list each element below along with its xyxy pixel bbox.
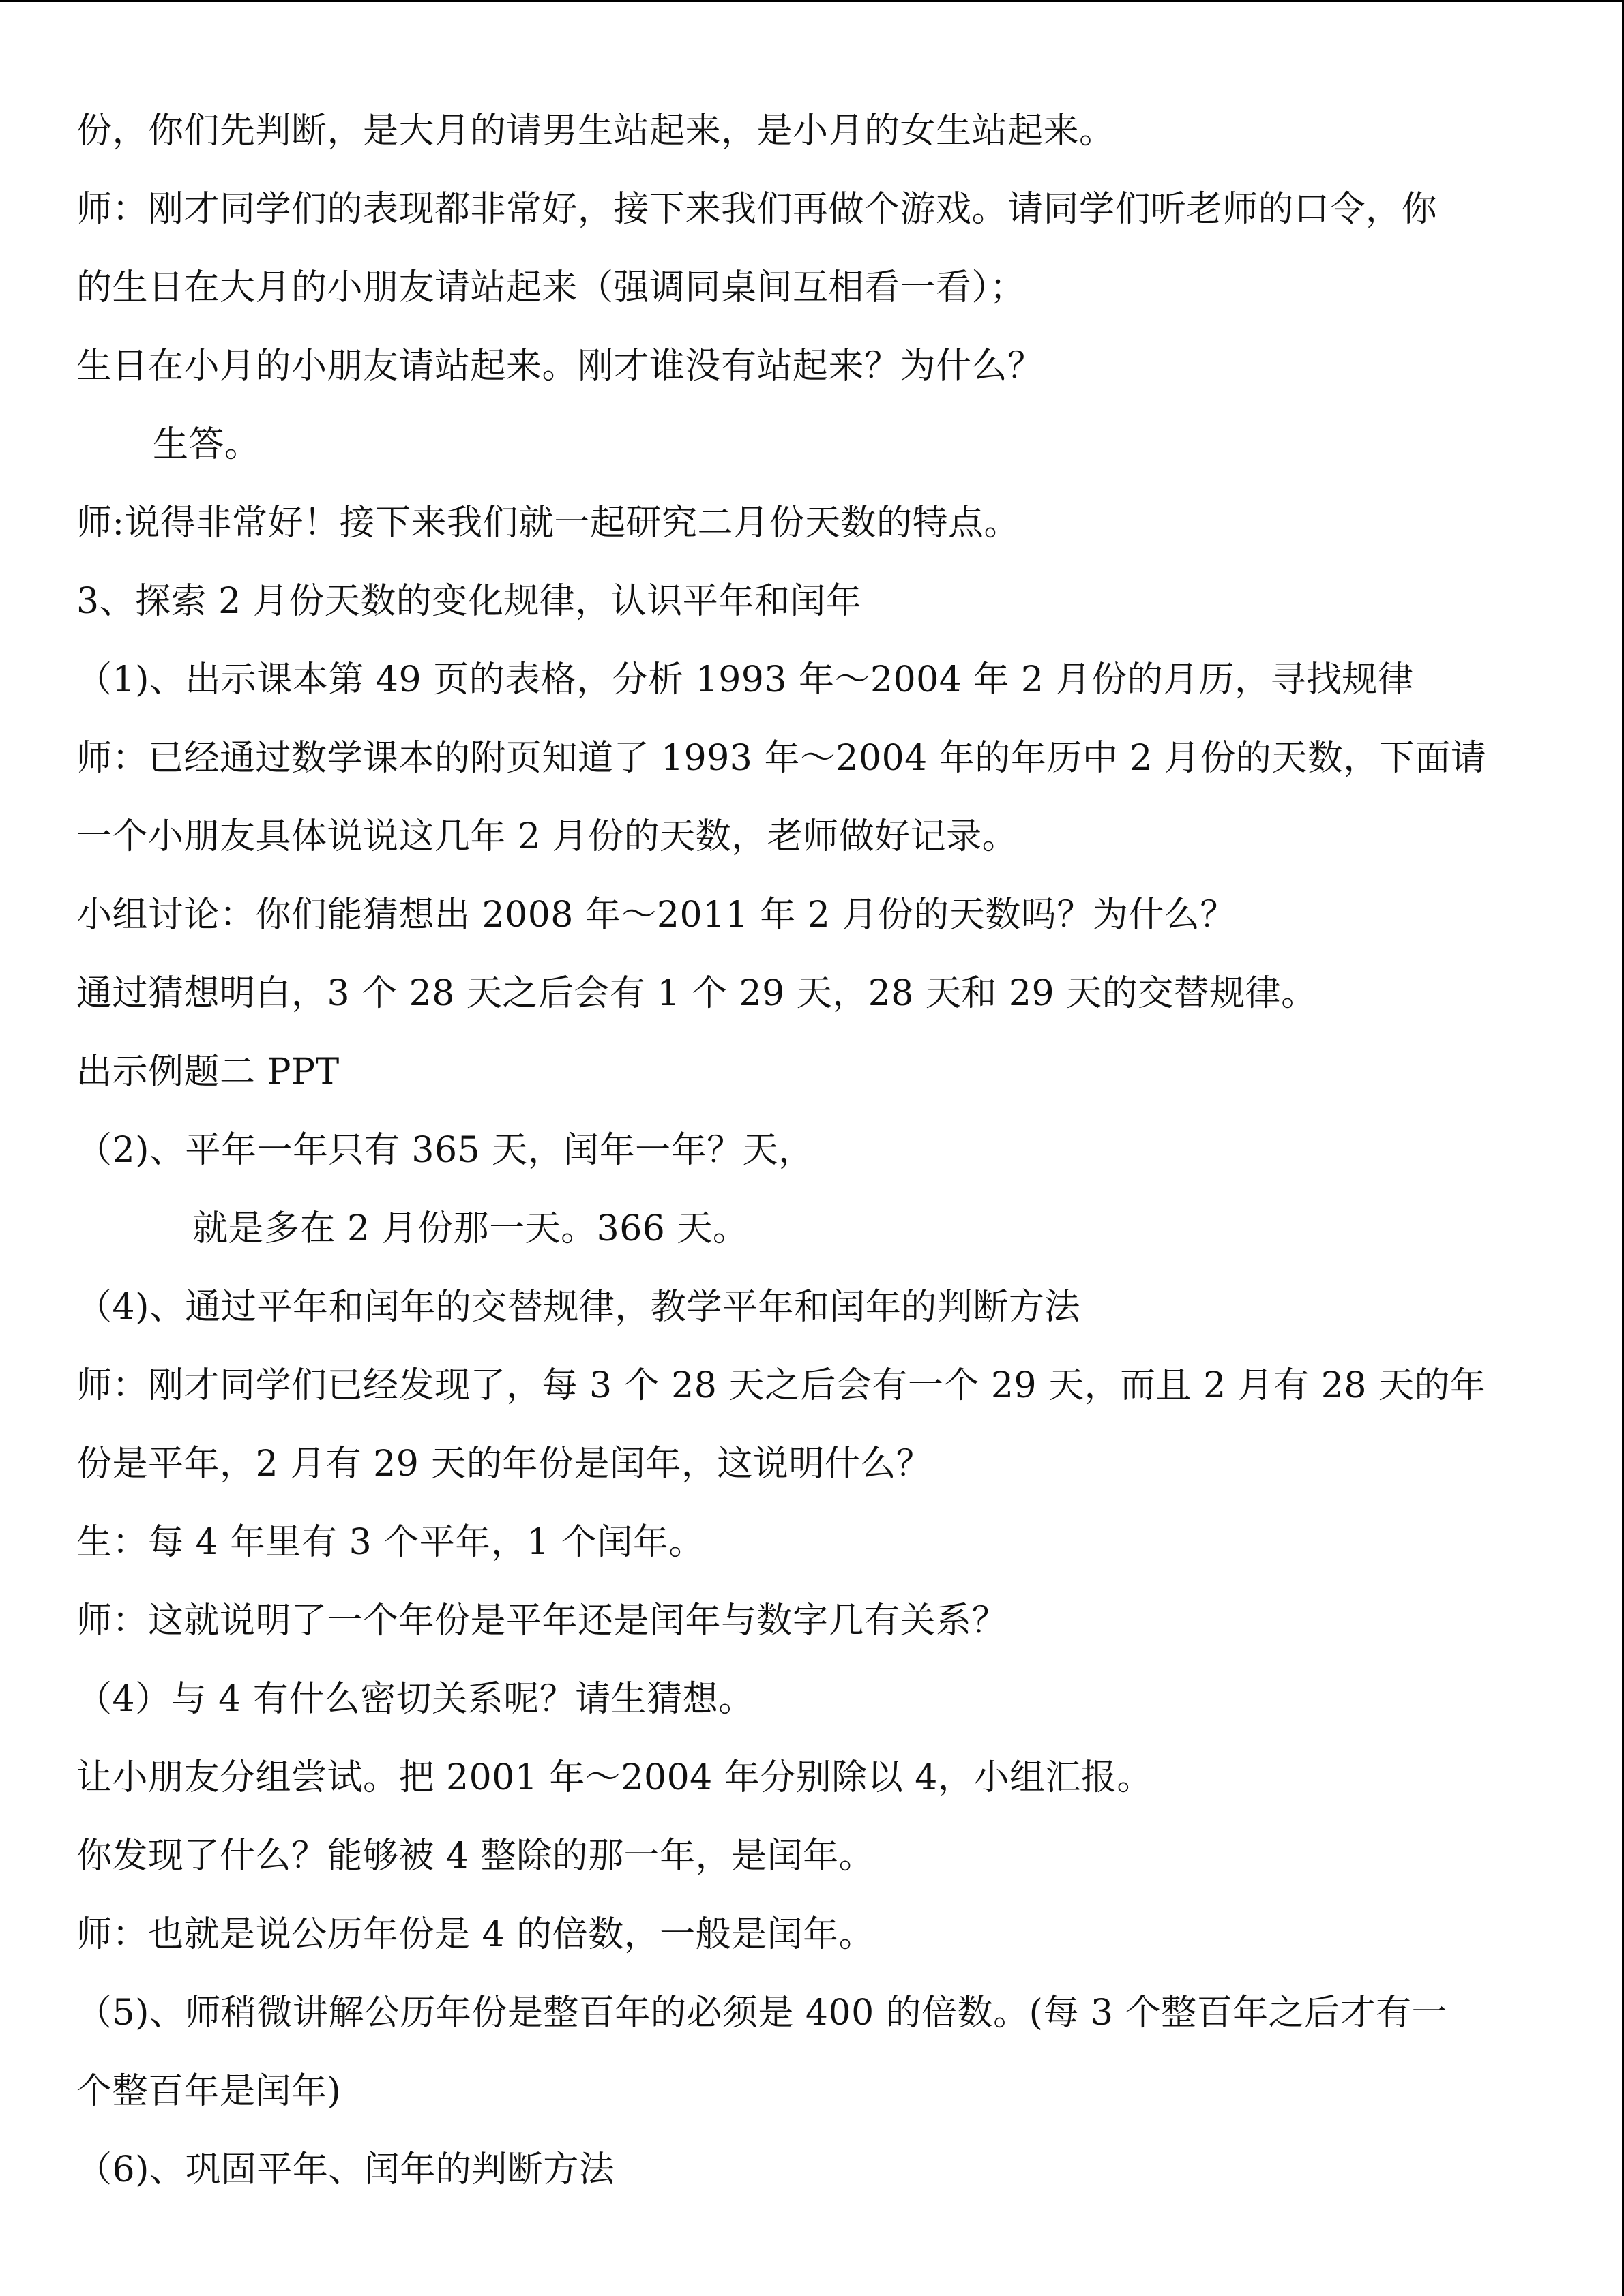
text-line: （1)、出示课本第 49 页的表格，分析 1993 年～2004 年 2 月份的月历，寻找规律 (76, 659, 1414, 700)
text-line: （6)、巩固平年、闰年的判断方法 (76, 2149, 615, 2190)
text-line: （4)、通过平年和闰年的交替规律，教学平年和闰年的判断方法 (76, 1287, 1080, 1328)
text-line: 你发现了什么？能够被 4 整除的那一年，是闰年。 (76, 1836, 875, 1877)
document-body (76, 92, 1550, 2209)
text-line: （4）与 4 有什么密切关系呢？请生猜想。 (76, 1679, 754, 1720)
text-line: 的生日在大月的小朋友请站起来（强调同桌间互相看一看）； (76, 267, 1026, 308)
text-line: 通过猜想明白，3 个 28 天之后会有 1 个 29 天，28 天和 29 天的交替规律。 (76, 973, 1317, 1014)
text-line: 生日在小月的小朋友请站起来。刚才谁没有站起来？为什么？ (76, 346, 1044, 387)
section-heading: 3、探索 2 月份天数的变化规律，认识平年和闰年 (76, 581, 862, 622)
text-line: 师：刚才同学们的表现都非常好，接下来我们再做个游戏。请同学们听老师的口令，你 (76, 189, 1438, 230)
text-line: 师：刚才同学们已经发现了，每 3 个 28 天之后会有一个 29 天，而且 2 月有 28 天的年 (76, 1365, 1486, 1406)
text-line: 让小朋友分组尝试。把 2001 年～2004 年分别除以 4，小组汇报。 (76, 1757, 1153, 1798)
text-line: 一个小朋友具体说说这几年 2 月份的天数，老师做好记录。 (76, 816, 1018, 857)
text-line: 师：已经通过数学课本的附页知道了 1993 年～2004 年的年历中 2 月份的天数，下面请 (76, 738, 1487, 779)
text-line: （2)、平年一年只有 365 天，闰年一年？天， (76, 1130, 814, 1171)
text-line: （5)、师稍微讲解公历年份是整百年的必须是 400 的倍数。(每 3 个整百年之后才有一 (76, 1993, 1448, 2033)
text-line: 生答。 (153, 424, 261, 465)
text-line: 小组讨论：你们能猜想出 2008 年～2011 年 2 月份的天数吗？为什么？ (76, 895, 1236, 936)
text-line: 份，你们先判断，是大月的请男生站起来，是小月的女生站起来。 (76, 110, 1115, 151)
text-line: 师:说得非常好！接下来我们就一起研究二月份天数的特点。 (76, 503, 1020, 543)
text-line: 生：每 4 年里有 3 个平年，1 个闰年。 (76, 1522, 705, 1563)
text-line: 就是多在 2 月份那一天。366 天。 (192, 1208, 749, 1249)
text-line: 师：也就是说公历年份是 4 的倍数，一般是闰年。 (76, 1914, 875, 1955)
text-line: 师：这就说明了一个年份是平年还是闰年与数字几有关系？ (76, 1600, 1008, 1641)
text-line: 份是平年，2 月有 29 天的年份是闰年，这说明什么？ (76, 1444, 932, 1485)
text-line: 个整百年是闰年) (76, 2071, 342, 2112)
text-line: 出示例题二 PPT (76, 1052, 340, 1092)
